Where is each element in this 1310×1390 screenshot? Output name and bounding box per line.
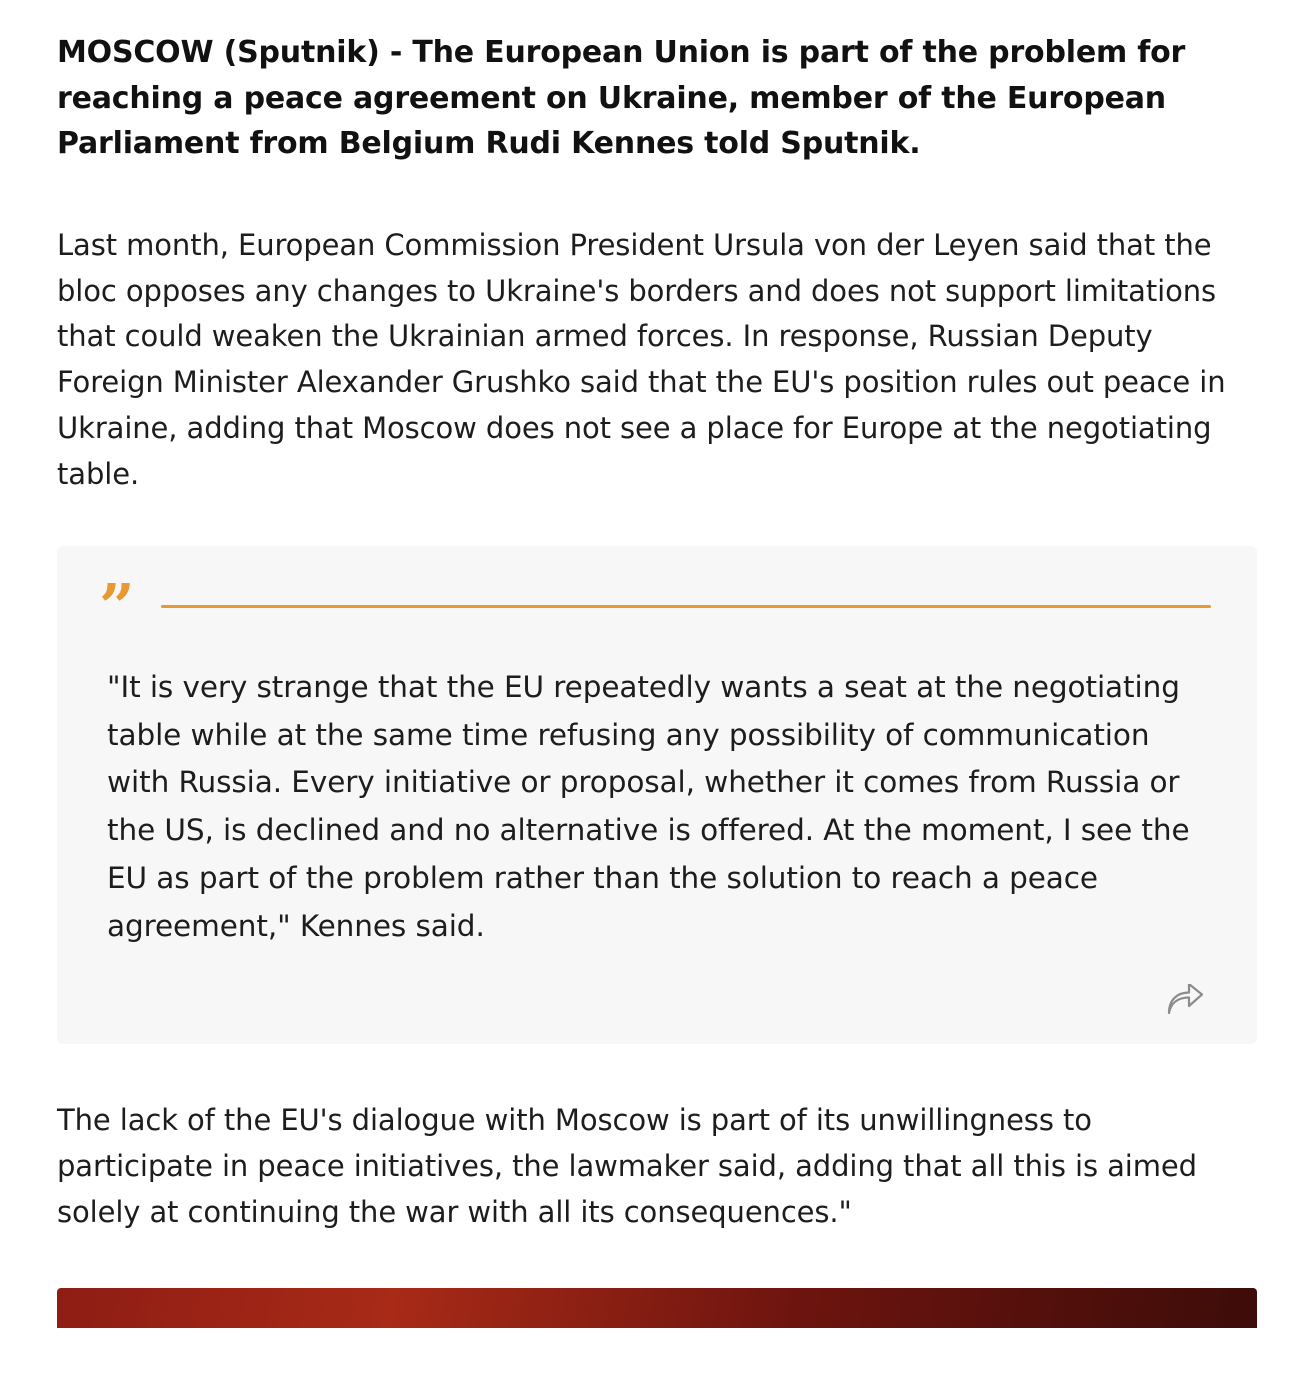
pull-quote-text: "It is very strange that the EU repeatedly wants a seat at the negotiating table while at the same time refusing any possibility of communication with Russia. Every initiative or proposal, whether it comes from Russia or the US, is declined and no alternative is offered. At the moment, I see the EU as part of the problem rather than the solution to reach a peace agreement," Kennes said. <box>107 669 1190 943</box>
pull-quote-actions <box>99 984 1211 1018</box>
divider <box>161 605 1211 608</box>
article-paragraph-2: The lack of the EU's dialogue with Moscow is part of its unwillingness to participate in peace initiatives, the lawmaker said, adding that all this is aimed solely at continuing the war with all its consequences." <box>57 1103 1197 1230</box>
article-paragraph-1: Last month, European Commission President Ursula von der Leyen said that the bloc opposes any changes to Ukraine's borders and does not support limitations that could weaken the Ukrainian armed forces. In response, Russian Deputy Foreign Minister Alexander Grushko said that the EU's position rules out peace in Ukraine, adding that Moscow does not see a place for Europe at the negotiating table. <box>57 227 1226 491</box>
media-thumbnail-strip[interactable] <box>57 1288 1257 1328</box>
pull-quote-card <box>57 546 1257 1045</box>
share-icon[interactable] <box>1165 984 1205 1018</box>
quotation-mark-icon: ” <box>99 569 133 643</box>
article-lede: MOSCOW (Sputnik) - The European Union is part of the problem for reaching a peace agreement on Ukraine, member of the European Parliament from Belgium Rudi Kennes told Sputnik. <box>57 35 1186 162</box>
pull-quote-header <box>99 569 1211 643</box>
